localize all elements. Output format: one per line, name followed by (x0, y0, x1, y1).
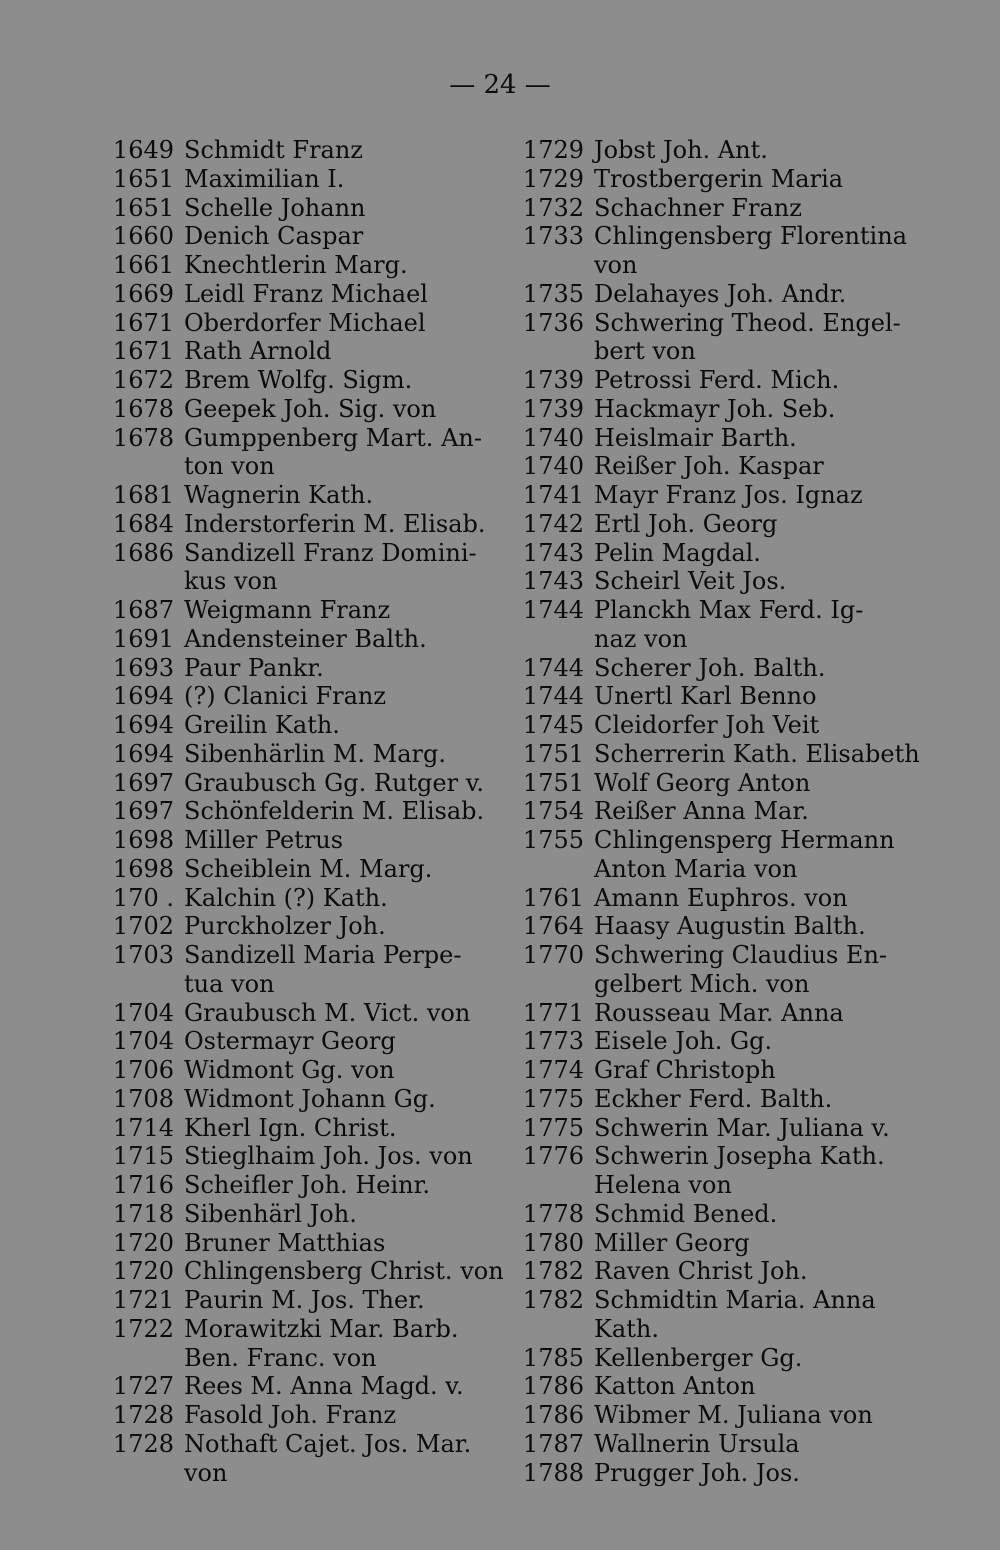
list-item (522, 769, 922, 798)
entry-year: 1651 (112, 193, 174, 222)
entry-year: 1678 (112, 423, 174, 452)
entry-year: 1716 (112, 1171, 174, 1199)
entry-year: 1728 (112, 1429, 174, 1458)
list-item (522, 1142, 922, 1200)
entry-name: Heislmair Barth. (594, 423, 797, 452)
entry-year: 1694 (112, 711, 174, 739)
entry-name: Cleidorfer Joh Veit (594, 711, 820, 739)
entry-year: 170 . (112, 883, 174, 912)
entry-name: Graubusch M. Vict. von (184, 998, 471, 1027)
entry-name: Eckher Ferd. Balth. (594, 1084, 833, 1113)
entry-year: 1761 (522, 883, 584, 912)
list-item (522, 309, 922, 367)
entry-name: Ostermayr Georg (184, 1027, 396, 1056)
entry-name: Reißer Anna Mar. (594, 797, 809, 826)
list-item (112, 1200, 512, 1229)
entry-year: 1669 (112, 279, 174, 308)
entry-name: Chlingensperg Hermann Anton Maria von (594, 826, 895, 883)
entry-name: Schwerin Mar. Juliana v. (594, 1113, 890, 1142)
entry-name: Kherl Ign. Christ. (184, 1113, 397, 1142)
entry-year: 1744 (522, 653, 584, 682)
entry-name: Delahayes Joh. Andr. (594, 279, 847, 308)
list-item (522, 567, 922, 596)
entry-name: Haasy Augustin Balth. (594, 912, 866, 941)
entry-name: Rath Arnold (184, 337, 332, 366)
entry-name: Kellenberger Gg. (594, 1343, 803, 1372)
entry-name: Ertl Joh. Georg (594, 509, 778, 538)
list-item (112, 682, 512, 711)
entry-name: Scheirl Veit Jos. (594, 567, 787, 596)
entry-name: Stieglhaim Joh. Jos. von (184, 1142, 473, 1171)
entry-name: Widmont Johann Gg. (184, 1084, 436, 1113)
entry-name: Graf Christoph (594, 1056, 776, 1084)
list-item (112, 1286, 512, 1315)
entry-year: 1697 (112, 768, 174, 797)
list-item (522, 1401, 922, 1430)
entry-name: Planckh Max Ferd. Ig- naz von (594, 596, 864, 653)
list-item (112, 999, 512, 1028)
entry-name: Widmont Gg. von (184, 1056, 395, 1084)
entry-year: 1706 (112, 1056, 174, 1084)
entry-name: Greilin Kath. (184, 711, 340, 739)
entry-year: 1729 (522, 136, 584, 164)
entry-year: 1684 (112, 509, 174, 538)
list-item (522, 797, 922, 826)
list-item (112, 1027, 512, 1056)
entry-year: 1771 (522, 998, 584, 1027)
list-item (112, 1257, 512, 1286)
entry-year: 1687 (112, 596, 174, 624)
list-item (112, 539, 512, 597)
entry-year: 1702 (112, 912, 174, 941)
list-item (522, 481, 922, 510)
entry-name: Denich Caspar (184, 222, 364, 251)
entry-name: Fasold Joh. Franz (184, 1401, 397, 1429)
entry-year: 1780 (522, 1228, 584, 1257)
entry-name: Schwerin Josepha Kath. Helena von (594, 1142, 885, 1199)
list-item (522, 1286, 922, 1344)
entry-year: 1704 (112, 1027, 174, 1056)
entry-name: Schmidt Franz (184, 136, 363, 164)
entry-year: 1686 (112, 538, 174, 567)
list-item (522, 1200, 922, 1229)
entry-year: 1694 (112, 739, 174, 768)
list-item (112, 1171, 512, 1200)
list-item (112, 1430, 512, 1488)
entry-name: Hackmayr Joh. Seb. (594, 394, 836, 423)
entry-year: 1782 (522, 1286, 584, 1314)
list-item (522, 1056, 922, 1085)
entry-name: Chlingensberg Florentina von (594, 222, 907, 279)
entry-name: Miller Petrus (184, 826, 344, 854)
entry-name: (?) Clanici Franz (184, 682, 386, 711)
entry-name: Schmid Bened. (594, 1199, 778, 1228)
list-item (522, 682, 922, 711)
list-item (112, 165, 512, 194)
entry-year: 1778 (522, 1199, 584, 1228)
entry-year: 1691 (112, 624, 174, 653)
entry-year: 1782 (522, 1257, 584, 1286)
right-column (522, 136, 922, 1487)
list-item (522, 1085, 922, 1114)
entry-year: 1788 (522, 1458, 584, 1487)
entry-year: 1764 (522, 912, 584, 941)
entry-year: 1722 (112, 1314, 174, 1343)
entry-year: 1671 (112, 337, 174, 366)
entry-name: Rousseau Mar. Anna (594, 998, 844, 1027)
entry-name: Sibenhärlin M. Marg. (184, 739, 446, 768)
entry-year: 1721 (112, 1286, 174, 1314)
entry-name: Purckholzer Joh. (184, 912, 386, 941)
entry-year: 1715 (112, 1142, 174, 1171)
entry-year: 1720 (112, 1257, 174, 1286)
entry-year: 1739 (522, 366, 584, 394)
list-item (112, 1401, 512, 1430)
entry-name: Petrossi Ferd. Mich. (594, 366, 840, 394)
entry-name: Geepek Joh. Sig. von (184, 394, 437, 423)
entry-year: 1703 (112, 941, 174, 969)
entry-year: 1740 (522, 452, 584, 481)
entry-name: Paur Pankr. (184, 653, 324, 682)
list-item (112, 1085, 512, 1114)
entry-year: 1786 (522, 1401, 584, 1429)
entry-year: 1744 (522, 682, 584, 711)
list-item (112, 424, 512, 482)
entry-year: 1751 (522, 768, 584, 797)
list-item (522, 999, 922, 1028)
entry-name: Trostbergerin Maria (594, 164, 844, 193)
list-item (522, 539, 922, 568)
entry-year: 1775 (522, 1084, 584, 1113)
entry-year: 1678 (112, 394, 174, 423)
entry-name: Knechtlerin Marg. (184, 251, 408, 279)
entry-year: 1698 (112, 826, 174, 854)
entry-year: 1785 (522, 1343, 584, 1372)
list-item (522, 395, 922, 424)
entry-name: Reißer Joh. Kaspar (594, 452, 824, 481)
entry-year: 1770 (522, 941, 584, 969)
entry-name: Chlingensberg Christ. von (184, 1257, 504, 1286)
list-item (112, 510, 512, 539)
list-item (522, 222, 922, 280)
entry-name: Schelle Johann (184, 193, 366, 222)
entry-name: Scherrerin Kath. Elisabeth (594, 739, 920, 768)
entry-year: 1786 (522, 1372, 584, 1401)
entry-year: 1727 (112, 1372, 174, 1401)
entry-year: 1743 (522, 567, 584, 596)
list-item (522, 654, 922, 683)
entry-year: 1741 (522, 481, 584, 509)
list-item (112, 826, 512, 855)
entry-year: 1718 (112, 1199, 174, 1228)
entry-name: Unertl Karl Benno (594, 682, 817, 711)
entry-name: Paurin M. Jos. Ther. (184, 1286, 425, 1314)
list-item (522, 366, 922, 395)
entry-year: 1704 (112, 998, 174, 1027)
list-item (112, 222, 512, 251)
entry-year: 1773 (522, 1027, 584, 1056)
entry-name: Scherer Joh. Balth. (594, 653, 826, 682)
entry-year: 1745 (522, 711, 584, 739)
entry-year: 1735 (522, 279, 584, 308)
list-item (522, 711, 922, 740)
entry-name: Maximilian I. (184, 164, 345, 193)
list-item (112, 395, 512, 424)
list-item (112, 797, 512, 826)
list-item (522, 1257, 922, 1286)
list-item (522, 424, 922, 453)
list-item (522, 912, 922, 941)
list-item (112, 194, 512, 223)
entry-year: 1776 (522, 1142, 584, 1171)
entry-year: 1755 (522, 826, 584, 854)
entry-year: 1714 (112, 1113, 174, 1142)
page-number: — 24 — (449, 70, 551, 100)
entry-year: 1775 (522, 1113, 584, 1142)
entry-name: Gumppenberg Mart. An- ton von (184, 423, 482, 481)
entry-year: 1742 (522, 509, 584, 538)
entry-name: Eisele Joh. Gg. (594, 1027, 773, 1056)
list-item (522, 452, 922, 481)
entry-name: Wagnerin Kath. (184, 481, 374, 509)
list-item (112, 596, 512, 625)
entry-year: 1732 (522, 193, 584, 222)
entry-year: 1728 (112, 1401, 174, 1429)
list-item (112, 1229, 512, 1258)
entry-year: 1693 (112, 653, 174, 682)
entry-year: 1754 (522, 797, 584, 826)
entry-name: Brem Wolfg. Sigm. (184, 366, 413, 394)
entry-name: Schwering Claudius En- gelbert Mich. von (594, 941, 888, 998)
list-item (522, 596, 922, 654)
entry-year: 1729 (522, 164, 584, 193)
list-item (522, 1027, 922, 1056)
list-item (112, 625, 512, 654)
entry-name: Sandizell Maria Perpe- tua von (184, 941, 462, 998)
entry-name: Morawitzki Mar. Barb. Ben. Franc. von (184, 1314, 459, 1372)
entry-name: Raven Christ Joh. (594, 1257, 808, 1286)
list-item (112, 1372, 512, 1401)
entry-year: 1743 (522, 538, 584, 567)
entry-year: 1672 (112, 366, 174, 394)
entry-year: 1774 (522, 1056, 584, 1084)
entry-year: 1698 (112, 854, 174, 883)
list-item (522, 194, 922, 223)
list-item (112, 136, 512, 165)
entry-year: 1649 (112, 136, 174, 164)
list-item (522, 510, 922, 539)
list-item (112, 855, 512, 884)
entry-name: Andensteiner Balth. (184, 624, 427, 653)
entry-name: Mayr Franz Jos. Ignaz (594, 481, 863, 509)
list-item (112, 1142, 512, 1171)
entry-year: 1736 (522, 308, 584, 337)
left-column (112, 136, 512, 1487)
list-item (112, 654, 512, 683)
list-item (112, 251, 512, 280)
list-item (112, 1056, 512, 1085)
entry-name: Schmidtin Maria. Anna Kath. (594, 1286, 876, 1343)
entry-year: 1681 (112, 481, 174, 509)
entry-name: Amann Euphros. von (594, 883, 848, 912)
entry-year: 1694 (112, 682, 174, 711)
entry-name: Jobst Joh. Ant. (594, 136, 768, 164)
list-item (112, 481, 512, 510)
entry-year: 1739 (522, 394, 584, 423)
list-item (112, 711, 512, 740)
list-item (522, 941, 922, 999)
entry-name: Schwering Theod. Engel- bert von (594, 308, 901, 366)
list-item (112, 941, 512, 999)
entry-name: Sibenhärl Joh. (184, 1199, 357, 1228)
list-item (112, 280, 512, 309)
list-item (522, 165, 922, 194)
list-item (522, 740, 922, 769)
entry-name: Leidl Franz Michael (184, 279, 428, 308)
entry-year: 1733 (522, 222, 584, 251)
list-item (112, 337, 512, 366)
entry-year: 1661 (112, 251, 174, 279)
list-item (522, 826, 922, 884)
entry-year: 1740 (522, 423, 584, 452)
entry-name: Pelin Magdal. (594, 538, 761, 567)
list-item (522, 1430, 922, 1459)
list-item (522, 1459, 922, 1488)
entry-year: 1787 (522, 1429, 584, 1458)
entry-name: Wallnerin Ursula (594, 1429, 800, 1458)
entry-name: Miller Georg (594, 1228, 750, 1257)
list-item (522, 1372, 922, 1401)
list-item (522, 1114, 922, 1143)
entry-name: Oberdorfer Michael (184, 308, 426, 337)
entry-year: 1720 (112, 1228, 174, 1257)
entry-name: Nothaft Cajet. Jos. Mar. von (184, 1429, 472, 1487)
entry-year: 1651 (112, 164, 174, 193)
entry-year: 1751 (522, 739, 584, 768)
list-item (522, 1229, 922, 1258)
list-item (112, 1114, 512, 1143)
entry-name: Sandizell Franz Domini- kus von (184, 538, 477, 596)
list-item (522, 1344, 922, 1373)
list-item (112, 740, 512, 769)
entry-year: 1671 (112, 308, 174, 337)
list-item (522, 280, 922, 309)
entry-name: Scheiblein M. Marg. (184, 854, 433, 883)
entry-name: Inderstorferin M. Elisab. (184, 509, 486, 538)
list-item (112, 309, 512, 338)
list-item (112, 366, 512, 395)
entry-year: 1660 (112, 222, 174, 251)
entry-name: Rees M. Anna Magd. v. (184, 1372, 464, 1401)
entry-name: Schönfelderin M. Elisab. (184, 797, 485, 826)
entry-name: Bruner Matthias (184, 1228, 386, 1257)
entry-name: Wibmer M. Juliana von (594, 1401, 873, 1429)
entry-name: Graubusch Gg. Rutger v. (184, 768, 485, 797)
entry-name: Schachner Franz (594, 193, 802, 222)
list-item (522, 884, 922, 913)
list-item (112, 769, 512, 798)
list-item (112, 912, 512, 941)
list-item (522, 136, 922, 165)
list-item (112, 884, 512, 913)
list-item (112, 1315, 512, 1373)
entry-year: 1697 (112, 797, 174, 826)
entry-year: 1708 (112, 1084, 174, 1113)
entry-name: Scheifler Joh. Heinr. (184, 1171, 431, 1199)
entry-name: Wolf Georg Anton (594, 768, 811, 797)
entry-name: Prugger Joh. Jos. (594, 1458, 800, 1487)
entry-name: Katton Anton (594, 1372, 756, 1401)
entry-name: Kalchin (?) Kath. (184, 883, 388, 912)
entry-year: 1744 (522, 596, 584, 624)
entry-name: Weigmann Franz (184, 596, 391, 624)
